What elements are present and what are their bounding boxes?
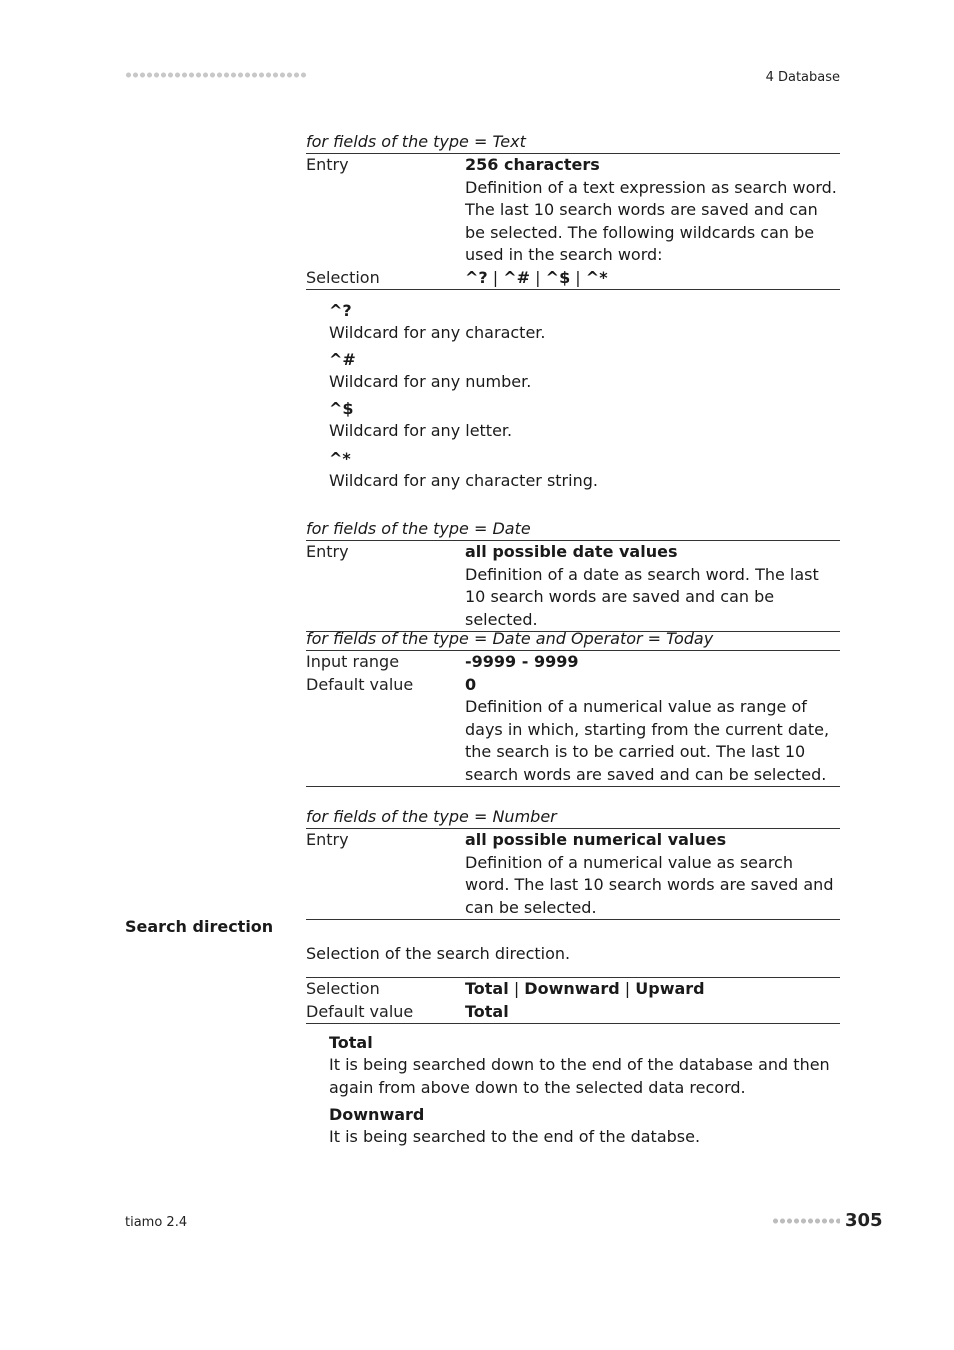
direction-option: Total [465,979,509,998]
direction-table [306,977,840,1024]
separator: | [535,267,541,287]
direction-option: Downward [524,979,620,998]
direction-name: Downward [329,1105,425,1124]
selection-label: Selection [306,267,380,287]
date-caption: for fields of the type = Date [306,518,840,541]
separator: | [624,979,631,998]
date-entry-row [306,541,840,632]
entry-value: all possible numerical values [465,830,727,849]
wildcard-item [329,349,840,394]
default-value-row [306,674,840,788]
entry-value: all possible date values [465,542,678,561]
wildcard-item [329,448,840,493]
entry-label: Entry [306,155,349,174]
direction-option: Upward [635,979,705,998]
entry-description: Definition of a numerical value as search word. The last 10 search words are saved and can be selected. [465,852,834,917]
wildcard-description: Wildcard for any character string. [329,471,598,490]
separator: | [513,979,520,998]
default-value: Total [465,1001,509,1021]
default-value-label: Default value [306,674,414,694]
selection-option: ^# [503,267,531,287]
wildcard-description: Wildcard for any letter. [329,421,513,440]
footer-decoration [772,1217,840,1225]
direction-name: Total [329,1033,373,1052]
wildcard-name: ^* [329,449,351,468]
separator: | [575,267,581,287]
direction-selection-row [306,978,840,1001]
direction-default-row [306,1001,840,1025]
header-decoration [125,71,307,79]
wildcard-item [329,300,840,345]
wildcard-name: ^# [329,350,356,369]
number-entry-row [306,829,840,920]
selection-option: ^$ [545,267,571,287]
product-version: tiamo 2.4 [125,1215,188,1230]
selection-option: ^* [585,267,608,287]
selection-label: Selection [306,979,380,998]
wildcard-name: ^$ [329,399,354,418]
today-description: Definition of a numerical value as range of days in which, starting from the current date, the search is to be carried out. The last 10 search words are saved and can be selected. [465,697,830,784]
input-range-row [306,651,840,674]
wildcard-description: Wildcard for any number. [329,372,532,391]
wildcard-description: Wildcard for any character. [329,323,546,342]
number-caption: for fields of the type = Number [306,806,840,829]
wildcard-name: ^? [329,301,352,320]
input-range-value: -9999 - 9999 [465,652,579,671]
number-field-block [306,806,840,920]
direction-description: It is being searched down to the end of the database and then again from above down to the selected data record. [329,1055,830,1097]
wildcard-item [329,398,840,443]
default-value: 0 [465,674,477,694]
page-number: 305 [845,1210,883,1231]
default-value-label: Default value [306,1001,414,1021]
separator: | [492,267,499,287]
direction-item [329,1104,840,1149]
text-field-block [306,131,840,290]
today-caption: for fields of the type = Date and Operator = Today [306,628,840,651]
section-intro: Selection of the search direction. [306,944,571,963]
text-caption: for fields of the type = Text [306,131,840,154]
date-field-block [306,518,840,632]
entry-value: 256 characters [465,155,600,174]
direction-description: It is being searched to the end of the databse. [329,1127,701,1146]
today-field-block [306,628,840,787]
entry-description: Definition of a date as search word. The last 10 search words are saved and can be selected. [465,564,819,629]
entry-label: Entry [306,542,349,561]
entry-label: Entry [306,830,349,849]
selection-option: ^? [465,267,488,287]
chapter-title: 4 Database [765,70,840,85]
section-heading: Search direction [125,917,274,936]
direction-item [329,1032,840,1099]
text-selection-row [306,267,840,291]
entry-description: Definition of a text expression as search word. The last 10 search words are saved and can be selected. The following wildcards can be used in the search word: [465,177,837,264]
text-entry-row [306,154,840,267]
input-range-label: Input range [306,652,400,671]
